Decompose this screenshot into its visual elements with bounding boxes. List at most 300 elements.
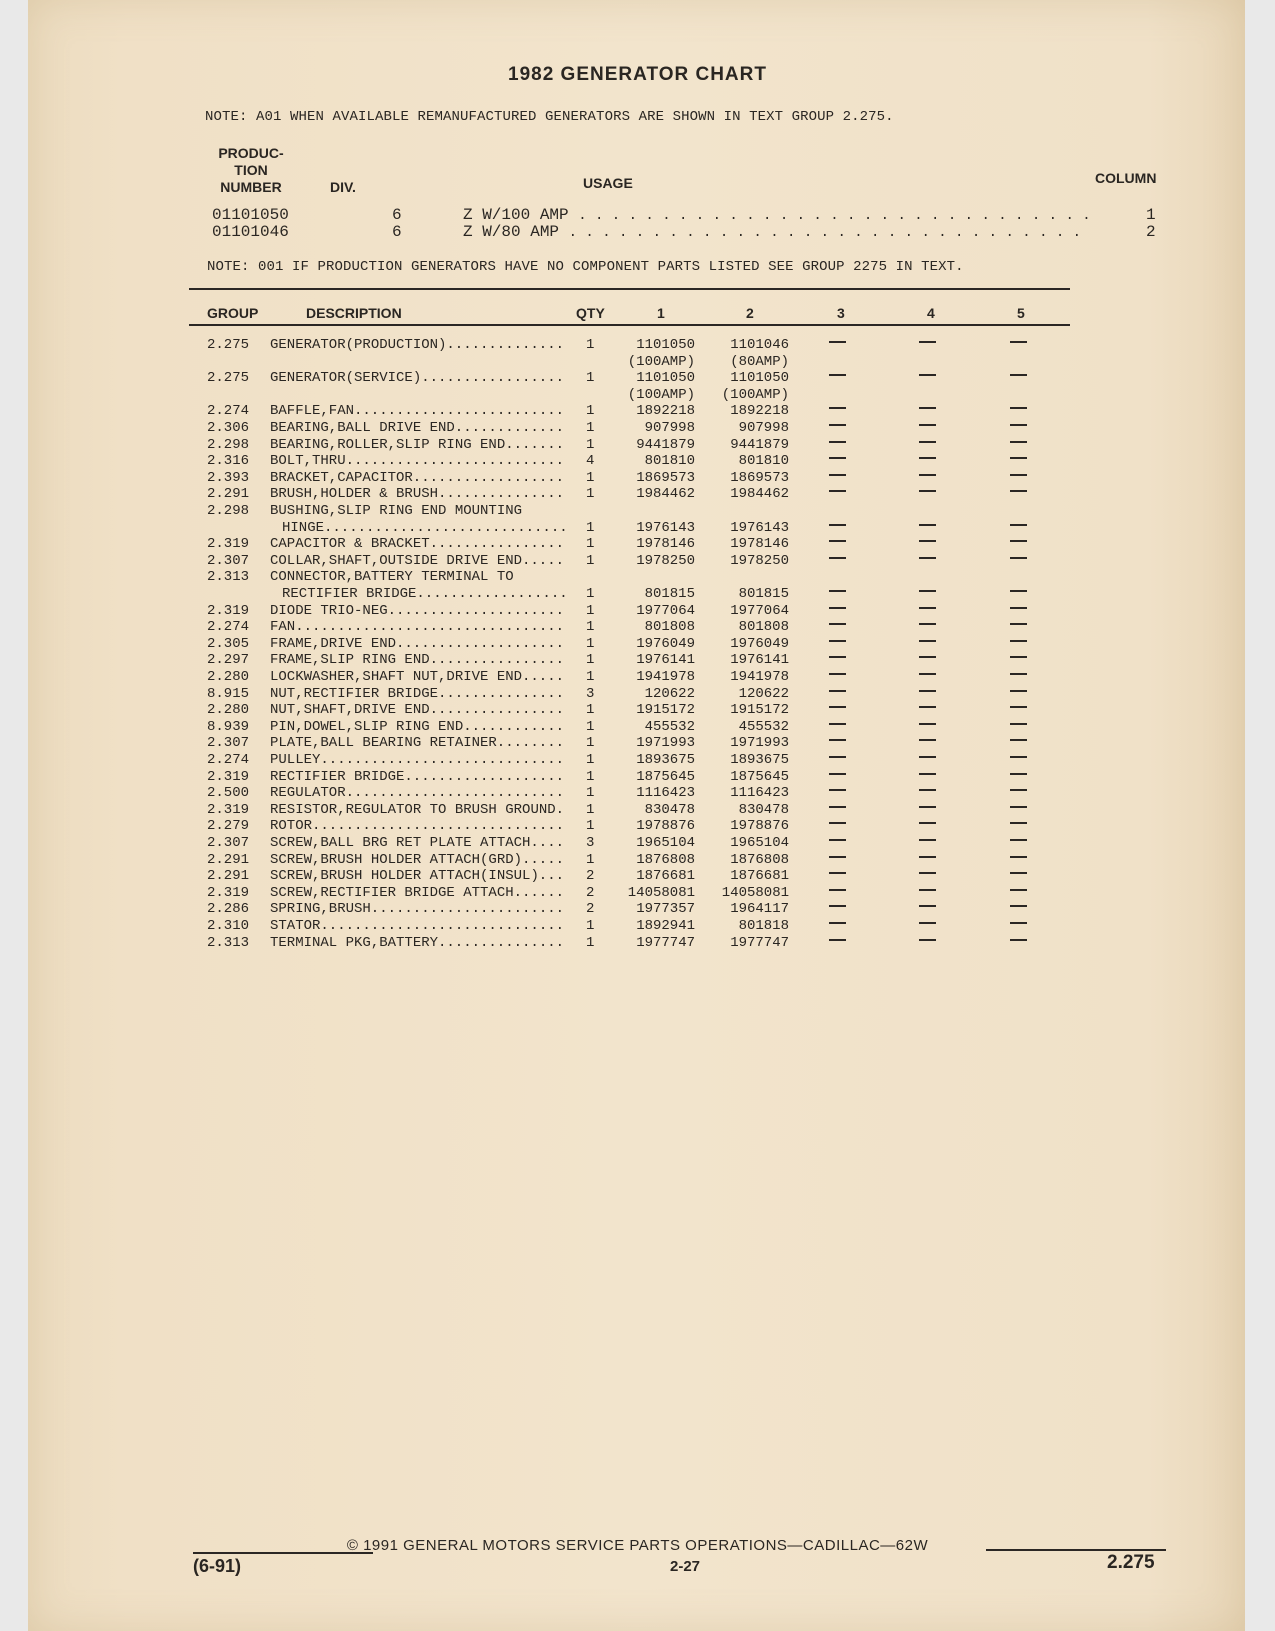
column-1-part: 1976049: [636, 635, 695, 652]
quantity: 1: [586, 768, 595, 785]
empty-column-dash: [1010, 756, 1027, 758]
group-code: 2.280: [207, 669, 250, 685]
leader-dots: .........................: [354, 403, 565, 420]
empty-column-dash: [1010, 590, 1027, 592]
empty-column-dash: [1010, 640, 1027, 642]
empty-column-dash: [829, 839, 846, 841]
group-code: 2.319: [207, 884, 250, 901]
leader-dots: .......................: [370, 901, 565, 918]
empty-column-dash: [919, 590, 936, 592]
column-2-part: 1976141: [730, 652, 789, 669]
column-2-part: 1965104: [730, 835, 789, 851]
leader-dots: ..................: [412, 469, 565, 486]
group-code: 2.313: [207, 934, 250, 951]
empty-column-dash: [919, 524, 936, 526]
leader-dots: . . . . . . . . . . . . . . . . . . . . . . . . . . . . . . .: [568, 225, 1082, 241]
description: CONNECTOR,BATTERY TERMINAL TO: [270, 569, 514, 586]
column-1-part: 1978876: [636, 818, 695, 835]
empty-column-dash: [829, 623, 846, 625]
column-2-part: 1869573: [730, 469, 789, 486]
production-div: 6: [392, 206, 402, 224]
footer-page-number: 2-27: [669, 1558, 701, 1575]
description: LOCKWASHER,SHAFT NUT,DRIVE END: [270, 669, 523, 685]
column-1-part: 1876808: [636, 851, 695, 868]
empty-column-dash: [1010, 789, 1027, 791]
group-code: 8.915: [207, 685, 250, 702]
empty-column-dash: [919, 640, 936, 642]
empty-column-dash: [1010, 806, 1027, 808]
group-code: 2.298: [207, 503, 250, 519]
group-code: 8.939: [207, 718, 250, 735]
quantity: 1: [586, 619, 595, 636]
column-1-part: 1941978: [636, 669, 695, 685]
empty-column-dash: [1010, 407, 1027, 409]
empty-column-dash: [1010, 457, 1027, 459]
group-code: 2.297: [207, 652, 250, 669]
production-column: 1: [1146, 206, 1156, 224]
column-1-part: 120622: [644, 685, 695, 702]
empty-column-dash: [829, 557, 846, 559]
column-2-part: 1101050: [730, 370, 789, 387]
empty-column-dash: [829, 673, 846, 675]
parts-row: [0, 702, 1275, 719]
quantity: 1: [586, 635, 595, 652]
quantity: 1: [586, 801, 595, 818]
leader-dots: .............................: [320, 918, 565, 934]
description: SCREW,BALL BRG RET PLATE ATTACH: [270, 835, 531, 851]
description: BEARING,ROLLER,SLIP RING END: [270, 436, 506, 453]
group-code: 2.279: [207, 818, 250, 835]
empty-column-dash: [1010, 773, 1027, 775]
empty-column-dash: [829, 540, 846, 542]
quantity: 1: [586, 536, 595, 553]
empty-column-dash: [1010, 822, 1027, 824]
column-2-part: 1101046: [730, 337, 789, 353]
empty-column-dash: [919, 839, 936, 841]
empty-column-dash: [1010, 474, 1027, 476]
parts-row: [0, 901, 1275, 918]
quantity: 1: [586, 337, 595, 353]
group-code: 2.316: [207, 453, 250, 470]
empty-column-dash: [829, 524, 846, 526]
footer-section: 2.275: [1107, 1552, 1155, 1573]
quantity: 1: [586, 718, 595, 735]
empty-column-dash: [919, 856, 936, 858]
column-2-part: 1971993: [730, 735, 789, 752]
column-2-part: 830478: [738, 801, 789, 818]
group-code: 2.275: [207, 337, 250, 353]
parts-row: [0, 636, 1275, 653]
description: NUT,SHAFT,DRIVE END: [270, 702, 430, 719]
empty-column-dash: [1010, 490, 1027, 492]
leader-dots: ...............: [438, 486, 565, 503]
quantity: 1: [586, 486, 595, 503]
table-header-rule: [189, 324, 1070, 326]
empty-column-dash: [919, 739, 936, 741]
empty-column-dash: [829, 607, 846, 609]
parts-row: [0, 470, 1275, 487]
group-code: 2.307: [207, 552, 250, 569]
group-code: 2.319: [207, 602, 250, 619]
column-1-part: 1892218: [636, 403, 695, 420]
parts-row: [0, 337, 1275, 370]
empty-column-dash: [1010, 524, 1027, 526]
production-usage: Z W/100 AMP: [463, 206, 569, 224]
leader-dots: ......: [513, 884, 565, 901]
empty-column-dash: [919, 872, 936, 874]
leader-dots: ....: [530, 835, 564, 851]
column-1-header: 1: [657, 305, 665, 321]
description: NUT,RECTIFIER BRIDGE: [270, 685, 439, 702]
parts-row: [0, 769, 1275, 786]
empty-column-dash: [1010, 341, 1027, 343]
quantity: 1: [586, 735, 595, 752]
empty-column-dash: [1010, 939, 1027, 941]
column-5-header: 5: [1017, 305, 1025, 321]
usage-header: USAGE: [583, 175, 633, 191]
description: BOLT,THRU: [270, 453, 346, 470]
leader-dots: ..........................: [345, 453, 565, 470]
empty-column-dash: [1010, 374, 1027, 376]
leader-dots: ..............................: [312, 818, 565, 835]
description: FRAME,DRIVE END: [270, 635, 397, 652]
empty-column-dash: [1010, 607, 1027, 609]
note-a01: NOTE: A01 WHEN AVAILABLE REMANUFACTURED GENERATORS ARE SHOWN IN TEXT GROUP 2.275.: [205, 109, 894, 125]
empty-column-dash: [1010, 889, 1027, 891]
parts-row: [0, 619, 1275, 636]
note-001: NOTE: 001 IF PRODUCTION GENERATORS HAVE NO COMPONENT PARTS LISTED SEE GROUP 2275 IN TEXT.: [207, 259, 964, 275]
description: REGULATOR: [270, 785, 346, 802]
quantity: 1: [586, 934, 595, 951]
column-2-part: 1876681: [730, 868, 789, 885]
quantity: 1: [586, 702, 595, 719]
column-1-part: 1101050: [636, 370, 695, 387]
empty-column-dash: [1010, 739, 1027, 741]
parts-row: [0, 569, 1275, 602]
parts-row: [0, 752, 1275, 769]
group-code: 2.500: [207, 785, 250, 802]
empty-column-dash: [919, 822, 936, 824]
leader-dots: ............: [463, 718, 565, 735]
parts-row: [0, 403, 1275, 420]
quantity: 1: [586, 669, 595, 685]
footer-copyright: © 1991 GENERAL MOTORS SERVICE PARTS OPERATIONS—CADILLAC—62W: [346, 1537, 929, 1554]
description: GENERATOR(PRODUCTION): [270, 337, 447, 353]
empty-column-dash: [829, 922, 846, 924]
empty-column-dash: [829, 640, 846, 642]
description: PULLEY: [270, 752, 321, 768]
column-1-part: 1978250: [636, 552, 695, 569]
empty-column-dash: [1010, 839, 1027, 841]
description-line-2: HINGE: [282, 519, 325, 536]
empty-column-dash: [829, 490, 846, 492]
leader-dots: .: [555, 801, 564, 818]
empty-column-dash: [919, 457, 936, 459]
column-1-part: 455532: [644, 718, 695, 735]
description: ROTOR: [270, 818, 313, 835]
description: GENERATOR(SERVICE): [270, 370, 422, 387]
description: BEARING,BALL DRIVE END: [270, 420, 455, 436]
empty-column-dash: [829, 374, 846, 376]
empty-column-dash: [829, 590, 846, 592]
column-2-part: 1976049: [730, 635, 789, 652]
empty-column-dash: [919, 773, 936, 775]
group-code: 2.305: [207, 635, 250, 652]
quantity: 1: [586, 785, 595, 802]
description-column-header: DESCRIPTION: [306, 305, 402, 321]
column-1-part: 907998: [644, 420, 695, 436]
quantity: 3: [586, 685, 595, 702]
column-1-part: 1976143: [636, 519, 695, 536]
empty-column-dash: [829, 773, 846, 775]
empty-column-dash: [1010, 706, 1027, 708]
parts-row: [0, 553, 1275, 570]
column-1-part: 1978146: [636, 536, 695, 553]
column-2-rating: (100AMP): [721, 386, 789, 403]
quantity: 1: [586, 469, 595, 486]
parts-row: [0, 835, 1275, 852]
column-2-part: 801810: [738, 453, 789, 470]
quantity: 3: [586, 835, 595, 851]
production-number-header: PRODUC- TION NUMBER: [218, 145, 284, 195]
group-code: 2.280: [207, 702, 250, 719]
leader-dots: .............................: [324, 519, 568, 536]
parts-row: [0, 453, 1275, 470]
empty-column-dash: [829, 424, 846, 426]
column-2-part: 1976143: [730, 519, 789, 536]
empty-column-dash: [829, 690, 846, 692]
description: SCREW,BRUSH HOLDER ATTACH(INSUL): [270, 868, 539, 885]
leader-dots: .............: [454, 420, 565, 436]
column-2-part: 1977747: [730, 934, 789, 951]
leader-dots: .....................: [387, 602, 565, 619]
column-2-part: 801815: [738, 585, 789, 602]
column-2-rating: (80AMP): [730, 353, 789, 370]
column-2-part: 907998: [738, 420, 789, 436]
group-code: 2.286: [207, 901, 250, 918]
description: PLATE,BALL BEARING RETAINER: [270, 735, 497, 752]
group-code: 2.319: [207, 768, 250, 785]
production-column: 2: [1146, 223, 1156, 241]
description: FAN: [270, 619, 296, 636]
column-1-part: 1869573: [636, 469, 695, 486]
parts-row: [0, 370, 1275, 403]
column-4-header: 4: [927, 305, 935, 321]
column-1-part: 14058081: [627, 884, 695, 901]
quantity: 1: [586, 436, 595, 453]
empty-column-dash: [919, 623, 936, 625]
empty-column-dash: [829, 756, 846, 758]
group-code: 2.298: [207, 436, 250, 453]
parts-row: [0, 785, 1275, 802]
empty-column-dash: [829, 474, 846, 476]
empty-column-dash: [919, 690, 936, 692]
empty-column-dash: [1010, 673, 1027, 675]
leader-dots: ..............: [446, 337, 565, 353]
column-2-part: 801818: [738, 918, 789, 934]
leader-dots: ................................: [295, 619, 565, 636]
empty-column-dash: [919, 441, 936, 443]
leader-dots: . . . . . . . . . . . . . . . . . . . . . . . . . . . . . . .: [578, 208, 1091, 224]
empty-column-dash: [919, 341, 936, 343]
description: STATOR: [270, 918, 321, 934]
leader-dots: .....: [522, 851, 565, 868]
column-2-part: 1892218: [730, 403, 789, 420]
leader-dots: ........: [496, 735, 565, 752]
group-code: 2.319: [207, 536, 250, 553]
parts-row: [0, 669, 1275, 686]
column-2-part: 1984462: [730, 486, 789, 503]
description: TERMINAL PKG,BATTERY: [270, 934, 439, 951]
leader-dots: .......: [505, 436, 564, 453]
empty-column-dash: [919, 723, 936, 725]
parts-row: [0, 420, 1275, 437]
description: DIODE TRIO-NEG: [270, 602, 388, 619]
column-2-part: 1876808: [730, 851, 789, 868]
description: CAPACITOR & BRACKET: [270, 536, 430, 553]
column-header: COLUMN: [1095, 170, 1157, 186]
column-1-part: 801810: [644, 453, 695, 470]
column-1-part: 1984462: [636, 486, 695, 503]
empty-column-dash: [919, 673, 936, 675]
column-2-part: 1978146: [730, 536, 789, 553]
production-number: 01101046: [212, 223, 289, 241]
column-2-part: 1964117: [730, 901, 789, 918]
empty-column-dash: [919, 939, 936, 941]
empty-column-dash: [829, 905, 846, 907]
column-2-part: 1116423: [730, 785, 789, 802]
empty-column-dash: [919, 905, 936, 907]
leader-dots: ...................: [404, 768, 565, 785]
group-code: 2.313: [207, 569, 250, 586]
quantity: 1: [586, 918, 595, 934]
column-2-part: 1941978: [730, 669, 789, 685]
quantity: 1: [586, 652, 595, 669]
column-2-part: 9441879: [730, 436, 789, 453]
leader-dots: .....: [522, 669, 565, 685]
group-code: 2.274: [207, 403, 250, 420]
empty-column-dash: [829, 939, 846, 941]
column-2-part: 14058081: [721, 884, 789, 901]
production-usage: Z W/80 AMP: [463, 223, 560, 241]
empty-column-dash: [919, 806, 936, 808]
parts-row: [0, 735, 1275, 752]
leader-dots: ..........................: [345, 785, 565, 802]
group-code: 2.275: [207, 370, 250, 387]
empty-column-dash: [829, 706, 846, 708]
column-1-part: 1915172: [636, 702, 695, 719]
column-1-part: 1976141: [636, 652, 695, 669]
column-1-part: 1977357: [636, 901, 695, 918]
empty-column-dash: [829, 806, 846, 808]
quantity: 1: [586, 752, 595, 768]
empty-column-dash: [1010, 557, 1027, 559]
group-code: 2.291: [207, 851, 250, 868]
column-1-part: 9441879: [636, 436, 695, 453]
column-1-part: 1971993: [636, 735, 695, 752]
group-code: 2.307: [207, 835, 250, 851]
group-code: 2.274: [207, 752, 250, 768]
column-1-rating: (100AMP): [627, 386, 695, 403]
quantity: 4: [586, 453, 595, 470]
quantity: 2: [586, 901, 595, 918]
description: BRACKET,CAPACITOR: [270, 469, 413, 486]
quantity: 1: [586, 403, 595, 420]
leader-dots: .................: [421, 370, 565, 387]
column-2-header: 2: [746, 305, 754, 321]
leader-dots: ................: [429, 536, 565, 553]
group-code: 2.291: [207, 486, 250, 503]
empty-column-dash: [1010, 441, 1027, 443]
empty-column-dash: [829, 822, 846, 824]
production-div: 6: [392, 223, 402, 241]
column-1-part: 1977747: [636, 934, 695, 951]
empty-column-dash: [829, 789, 846, 791]
empty-column-dash: [1010, 656, 1027, 658]
group-code: 2.307: [207, 735, 250, 752]
column-2-part: 1978250: [730, 552, 789, 569]
parts-row: [0, 868, 1275, 885]
empty-column-dash: [829, 872, 846, 874]
empty-column-dash: [919, 374, 936, 376]
leader-dots: ...............: [438, 934, 565, 951]
description: SCREW,BRUSH HOLDER ATTACH(GRD): [270, 851, 523, 868]
leader-dots: .....: [522, 552, 565, 569]
description-line-2: RECTIFIER BRIDGE: [282, 585, 417, 602]
column-2-part: 1875645: [730, 768, 789, 785]
empty-column-dash: [829, 889, 846, 891]
parts-row: [0, 536, 1275, 553]
leader-dots: ..................: [416, 585, 568, 602]
leader-dots: ...: [538, 868, 565, 885]
parts-row: [0, 437, 1275, 454]
quantity: 1: [586, 602, 595, 619]
parts-row: [0, 885, 1275, 902]
description: SPRING,BRUSH: [270, 901, 371, 918]
quantity: 1: [586, 370, 595, 387]
empty-column-dash: [919, 474, 936, 476]
column-1-part: 801808: [644, 619, 695, 636]
parts-row: [0, 686, 1275, 703]
parts-row: [0, 802, 1275, 819]
quantity: 1: [586, 585, 595, 602]
leader-dots: ...............: [438, 685, 565, 702]
empty-column-dash: [919, 656, 936, 658]
quantity: 2: [586, 884, 595, 901]
empty-column-dash: [829, 723, 846, 725]
page-title: 1982 GENERATOR CHART: [508, 64, 767, 85]
column-1-part: 830478: [644, 801, 695, 818]
column-2-part: 1977064: [730, 602, 789, 619]
quantity: 1: [586, 552, 595, 569]
description: FRAME,SLIP RING END: [270, 652, 430, 669]
div-header: DIV.: [330, 179, 356, 195]
column-1-rating: (100AMP): [627, 353, 695, 370]
empty-column-dash: [829, 341, 846, 343]
parts-row: [0, 818, 1275, 835]
column-1-part: 1875645: [636, 768, 695, 785]
column-1-part: 801815: [644, 585, 695, 602]
column-1-part: 1893675: [636, 752, 695, 768]
leader-dots: ................: [429, 652, 565, 669]
column-1-part: 1116423: [636, 785, 695, 802]
empty-column-dash: [919, 557, 936, 559]
leader-dots: ....................: [396, 635, 565, 652]
quantity: 1: [586, 420, 595, 436]
empty-column-dash: [919, 607, 936, 609]
empty-column-dash: [1010, 856, 1027, 858]
parts-row: [0, 503, 1275, 536]
